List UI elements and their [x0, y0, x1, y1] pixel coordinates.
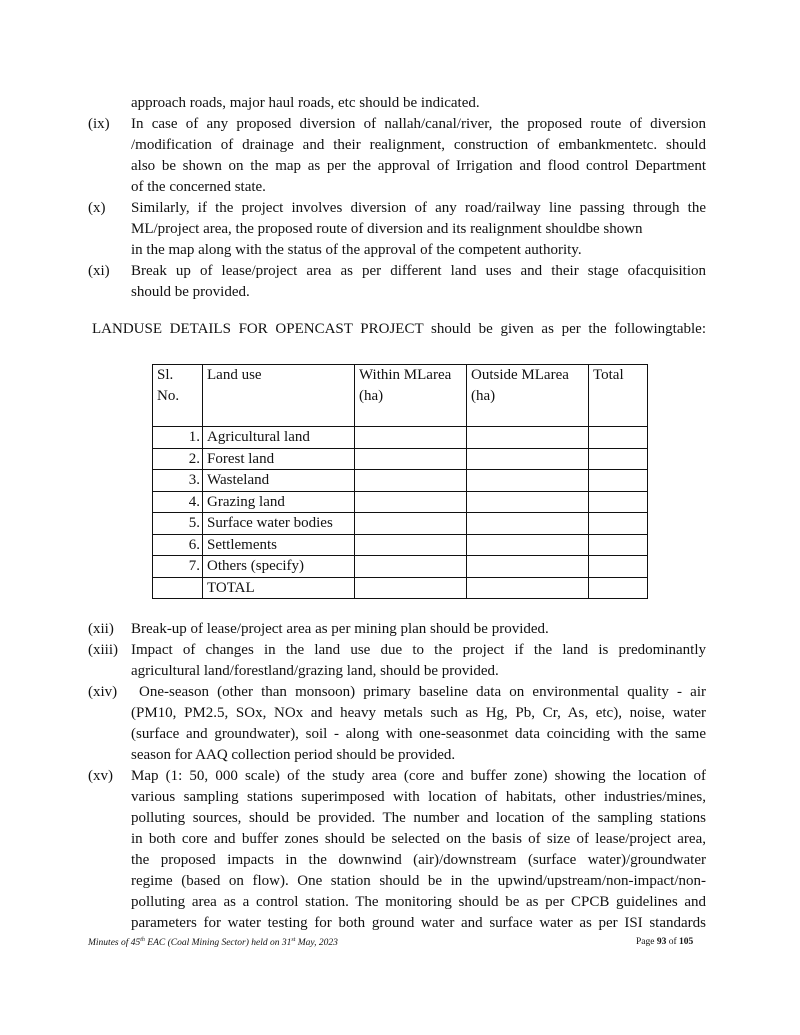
item-number-xiv: (xiv): [88, 684, 118, 700]
footer-sup: st: [291, 937, 296, 943]
cell-land-use: Agricultural land: [203, 427, 355, 449]
item-number-x: (x): [88, 200, 106, 216]
table-intro: LANDUSE DETAILS FOR OPENCAST PROJECT should be given as per the followingtable:: [92, 321, 706, 337]
footer-text: May, 2023: [295, 938, 338, 949]
header-land-use: Land use: [203, 365, 355, 427]
cell-sl: 5.: [153, 513, 203, 535]
item-xv-line-1: Map (1: 50, 000 scale) of the study area (core and buffer zone) showing the location of: [131, 768, 706, 784]
landuse-table: [152, 364, 648, 599]
item-xii-line-1: Break-up of lease/project area as per mining plan should be provided.: [131, 621, 549, 637]
cell-outside: [467, 448, 589, 470]
cell-sl: 7.: [153, 556, 203, 578]
item-xiv-line-3: (surface and groundwater), soil - along with one-seasonmet data coinciding with the same: [131, 726, 706, 742]
header-outside-text: Outside MLarea: [471, 367, 569, 383]
cell-total: [589, 577, 648, 599]
table-row: [153, 513, 648, 535]
cell-total: [589, 556, 648, 578]
table-row: [153, 534, 648, 556]
cell-outside: [467, 577, 589, 599]
cell-sl: 2.: [153, 448, 203, 470]
cell-land-use: Wasteland: [203, 470, 355, 492]
item-xv-line-7: polluting area as a control station. The monitoring should be as per CPCB guidelines and: [131, 894, 706, 910]
item-xiv-line-2: (PM10, PM2.5, SOx, NOx and heavy metals such as Hg, Pb, Cr, As, etc), noise, water: [131, 705, 706, 721]
cell-total: [589, 427, 648, 449]
cell-sl: 3.: [153, 470, 203, 492]
item-ix-line-1: In case of any proposed diversion of nallah/canal/river, the proposed route of diversion: [131, 116, 706, 132]
page-current: 93: [656, 937, 667, 947]
header-within-unit: (ha): [359, 388, 384, 404]
item-xv-line-8: parameters for water testing for both ground water and surface water as per ISI standards: [131, 915, 706, 931]
item-ix-line-4: of the concerned state.: [131, 179, 266, 195]
header-within: [355, 365, 467, 427]
table-row: [153, 427, 648, 449]
footer-meeting-info: [88, 937, 338, 948]
item-number-xv: (xv): [88, 768, 113, 784]
item-x-line-1: Similarly, if the project involves diversion of any road/railway line passing through the: [131, 200, 706, 216]
cell-land-use: Others (specify): [203, 556, 355, 578]
cell-total: [589, 470, 648, 492]
table-row: [153, 448, 648, 470]
cell-outside: [467, 513, 589, 535]
item-x-line-3: in the map along with the status of the approval of the competent authority.: [131, 242, 582, 258]
header-sl-no: [153, 365, 203, 427]
cell-land-use: Surface water bodies: [203, 513, 355, 535]
cell-within: [355, 427, 467, 449]
table-row: [153, 470, 648, 492]
cell-sl: 6.: [153, 534, 203, 556]
page-label: Page: [636, 937, 657, 947]
cell-sl: [153, 577, 203, 599]
cell-outside: [467, 491, 589, 513]
item-xv-line-4: in both core and buffer zones should be selected on the basis of size of lease/project area,: [131, 831, 706, 847]
cell-within: [355, 491, 467, 513]
header-no-text: No.: [157, 388, 180, 404]
item-ix-line-3: also be shown on the map as per the approval of Irrigation and flood control Department: [131, 158, 706, 174]
footer-text: Minutes of 45: [88, 938, 141, 949]
cell-sl: 1.: [153, 427, 203, 449]
item-xv-line-6: regime (based on flow). One station should be in the upwind/upstream/non-impact/non-: [131, 873, 706, 889]
cell-total: [589, 534, 648, 556]
item-xiii-line-1: Impact of changes in the land use due to the project if the land is predominantly: [131, 642, 706, 658]
table-row: [153, 491, 648, 513]
item-number-xii: (xii): [88, 621, 114, 637]
cell-land-use: Forest land: [203, 448, 355, 470]
cell-outside: [467, 534, 589, 556]
item-x-line-2: ML/project area, the proposed route of diversion and its realignment shouldbe shown: [131, 221, 643, 237]
item-number-xiii: (xiii): [88, 642, 118, 658]
cell-within: [355, 534, 467, 556]
item-xi-line-2: should be provided.: [131, 284, 250, 300]
item-xv-line-5: the proposed impacts in the downwind (air)/downstream (surface water)/groundwater: [131, 852, 706, 868]
page-total: 105: [679, 937, 694, 947]
cell-within: [355, 470, 467, 492]
header-within-text: Within MLarea: [359, 367, 452, 383]
item-number-xi: (xi): [88, 263, 110, 279]
footer-sup: th: [140, 937, 145, 943]
item-number-ix: (ix): [88, 116, 110, 132]
page-of: of: [666, 937, 680, 947]
cell-outside: [467, 427, 589, 449]
header-outside-unit: (ha): [471, 388, 496, 404]
cell-land-use: Settlements: [203, 534, 355, 556]
item-xiv-line-4: season for AAQ collection period should be provided.: [131, 747, 456, 763]
cell-outside: [467, 556, 589, 578]
footer-text: EAC (Coal Mining Sector) held on 31: [144, 938, 292, 949]
table-header-row: [153, 365, 648, 427]
item-xv-line-3: polluting sources, should be provided. The number and location of the sampling stations: [131, 810, 706, 826]
cell-total: [589, 513, 648, 535]
footer-page-number: [636, 937, 693, 947]
table-row: [153, 556, 648, 578]
cell-total: [589, 448, 648, 470]
item-xi-line-1: Break up of lease/project area as per different land uses and their stage ofacquisition: [131, 263, 706, 279]
cell-land-use: Grazing land: [203, 491, 355, 513]
item-xiii-line-2: agricultural land/forestland/grazing land, should be provided.: [131, 663, 499, 679]
cell-within: [355, 577, 467, 599]
continuation-line: approach roads, major haul roads, etc should be indicated.: [131, 95, 480, 111]
cell-within: [355, 513, 467, 535]
cell-within: [355, 556, 467, 578]
header-outside: [467, 365, 589, 427]
cell-outside: [467, 470, 589, 492]
cell-sl: 4.: [153, 491, 203, 513]
header-total: Total: [589, 365, 648, 427]
item-ix-line-2: /modification of drainage and their realignment, construction of embankmentetc. should: [131, 137, 706, 153]
table-total-row: [153, 577, 648, 599]
cell-within: [355, 448, 467, 470]
item-xv-line-2: various sampling stations superimposed with location of habitats, other industries/mines,: [131, 789, 706, 805]
cell-land-use: TOTAL: [203, 577, 355, 599]
item-xiv-line-1: One-season (other than monsoon) primary baseline data on environmental quality - air: [139, 684, 706, 700]
cell-total: [589, 491, 648, 513]
header-sl-text: Sl.: [157, 367, 174, 383]
